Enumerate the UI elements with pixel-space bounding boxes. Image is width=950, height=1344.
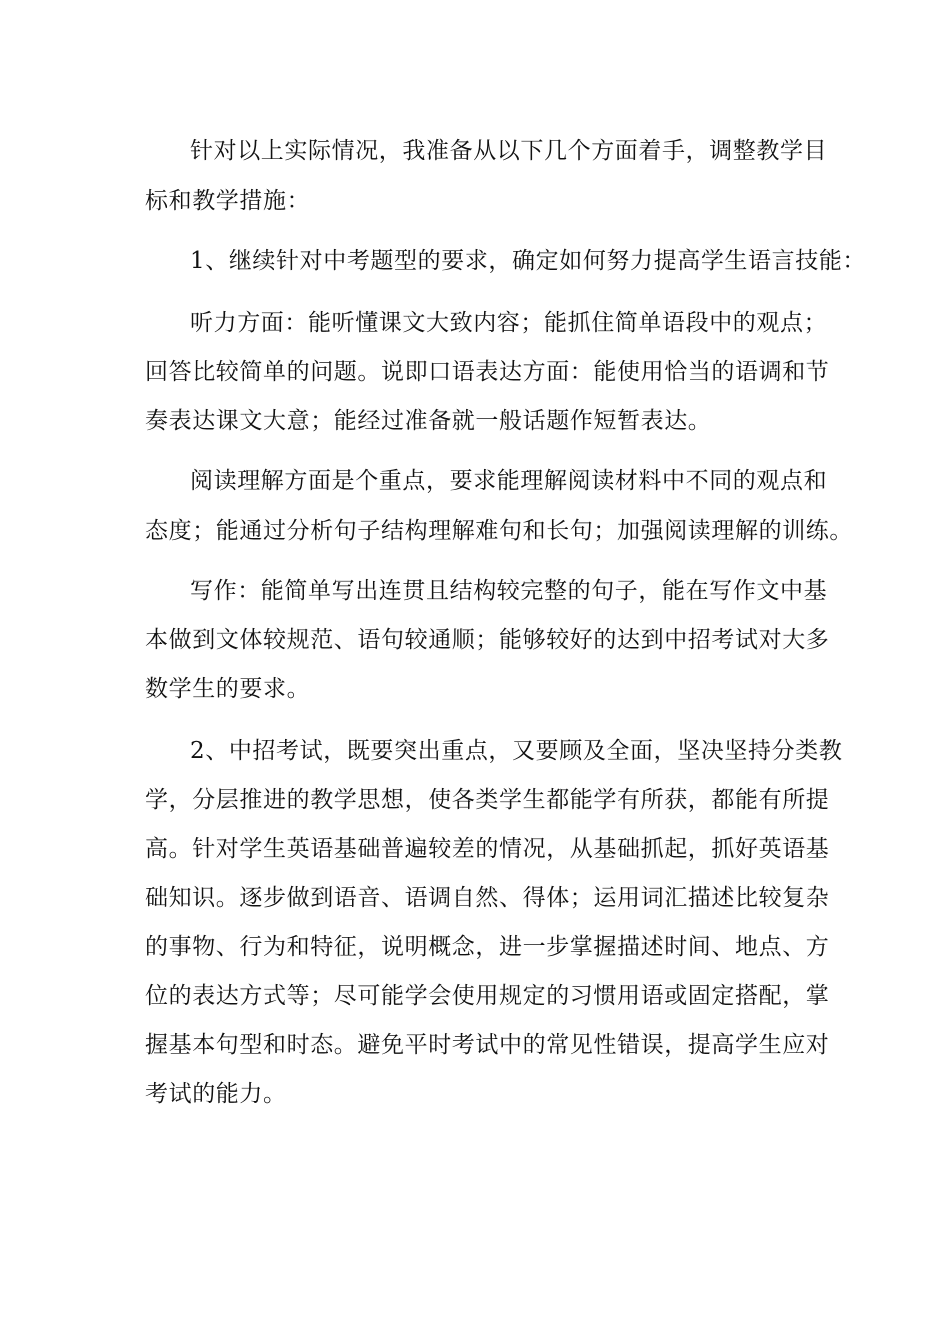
paragraph-3-line-3: 奏表达课文大意；能经过准备就一般话题作短暂表达。 <box>145 408 712 434</box>
paragraph-6-line-8: 考试的能力。 <box>145 1081 287 1107</box>
paragraph-6-line-2: 学，分层推进的教学思想，使各类学生都能学有所获，都能有所提 <box>145 787 830 813</box>
paragraph-6-line-4: 础知识。逐步做到语音、语调自然、得体；运用词汇描述比较复杂 <box>145 885 830 911</box>
paragraph-3-line-2: 回答比较简单的问题。说即口语表达方面：能使用恰当的语调和节 <box>145 359 830 385</box>
paragraph-2-line-1: 1、继续针对中考题型的要求，确定如何努力提高学生语言技能： <box>190 248 867 274</box>
paragraph-1-line-2: 标和教学措施： <box>145 188 311 214</box>
paragraph-5-line-1: 写作：能简单写出连贯且结构较完整的句子，能在写作文中基 <box>190 578 828 604</box>
paragraph-6-line-7: 握基本句型和时态。避免平时考试中的常见性错误，提高学生应对 <box>145 1032 830 1058</box>
paragraph-6-line-5: 的事物、行为和特征，说明概念，进一步掌握描述时间、地点、方 <box>145 934 830 960</box>
paragraph-6-line-6: 位的表达方式等；尽可能学会使用规定的习惯用语或固定搭配，掌 <box>145 983 830 1009</box>
paragraph-5-line-3: 数学生的要求。 <box>145 676 311 702</box>
paragraph-4-line-2: 态度；能通过分析句子结构理解难句和长句；加强阅读理解的训练。 <box>145 518 853 544</box>
paragraph-1-line-1: 针对以上实际情况，我准备从以下几个方面着手，调整教学目 <box>190 138 828 164</box>
paragraph-5-line-2: 本做到文体较规范、语句较通顺；能够较好的达到中招考试对大多 <box>145 627 830 653</box>
paragraph-6-line-3: 高。针对学生英语基础普遍较差的情况，从基础抓起，抓好英语基 <box>145 836 830 862</box>
paragraph-4-line-1: 阅读理解方面是个重点，要求能理解阅读材料中不同的观点和 <box>190 468 828 494</box>
paragraph-3-line-1: 听力方面：能听懂课文大致内容；能抓住简单语段中的观点； <box>190 310 828 336</box>
paragraph-6-line-1: 2、中招考试，既要突出重点，又要顾及全面，坚决坚持分类教 <box>190 738 843 764</box>
